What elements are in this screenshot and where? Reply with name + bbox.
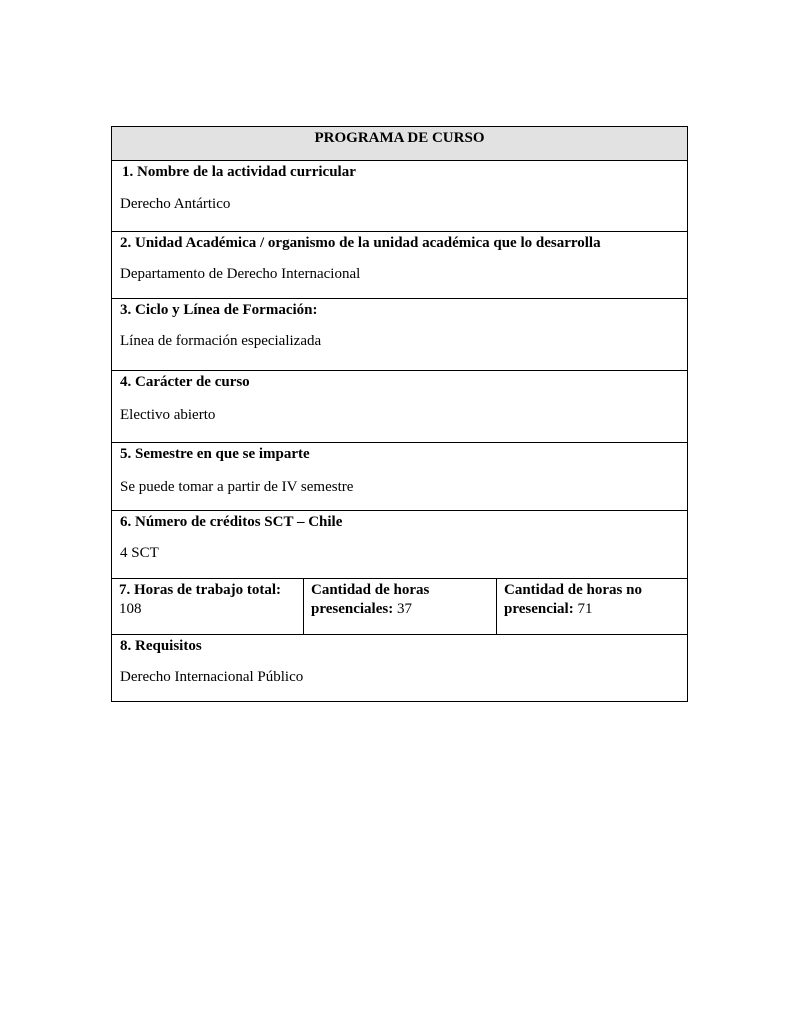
no-presencial-hours-cell <box>497 579 687 634</box>
no-presencial-hours-label-line2: presencial: <box>504 601 574 617</box>
section-activity-name <box>112 161 687 232</box>
section-course-character <box>112 371 687 443</box>
section-training-line <box>112 299 687 371</box>
table-title: PROGRAMA DE CURSO <box>314 130 485 146</box>
section-work-hours <box>112 579 687 635</box>
presencial-hours-value: 37 <box>396 601 412 617</box>
section-requirements <box>112 635 687 701</box>
section-value: Se puede tomar a partir de IV semestre <box>120 479 354 495</box>
presencial-hours-label-line1: Cantidad de horas <box>311 582 430 598</box>
section-heading: 5. Semestre en que se imparte <box>120 446 310 462</box>
section-heading: 3. Ciclo y Línea de Formación: <box>120 302 318 318</box>
course-program-table <box>111 126 688 702</box>
section-value: Derecho Antártico <box>120 196 231 212</box>
section-heading: 1. Nombre de la actividad curricular <box>122 164 356 180</box>
section-value: Departamento de Derecho Internacional <box>120 266 361 282</box>
total-hours-cell <box>112 579 304 634</box>
section-value: 4 SCT <box>120 545 159 561</box>
total-hours-value: 108 <box>119 601 142 617</box>
table-title-row <box>112 127 687 161</box>
section-value: Electivo abierto <box>120 407 216 423</box>
section-heading: 8. Requisitos <box>120 638 202 654</box>
no-presencial-hours-value: 71 <box>577 601 593 617</box>
total-hours-label: 7. Horas de trabajo total: <box>119 582 282 598</box>
section-credits <box>112 511 687 579</box>
section-heading: 6. Número de créditos SCT – Chile <box>120 514 343 530</box>
section-heading: 4. Carácter de curso <box>120 374 250 390</box>
presencial-hours-label-line2: presenciales: <box>311 601 394 617</box>
section-semester <box>112 443 687 511</box>
section-value: Línea de formación especializada <box>120 333 322 349</box>
section-value: Derecho Internacional Público <box>120 669 304 685</box>
section-academic-unit <box>112 232 687 299</box>
presencial-hours-cell <box>304 579 497 634</box>
no-presencial-hours-label-line1: Cantidad de horas no <box>504 582 642 598</box>
section-heading: 2. Unidad Académica / organismo de la unidad académica que lo desarrolla <box>120 235 601 251</box>
